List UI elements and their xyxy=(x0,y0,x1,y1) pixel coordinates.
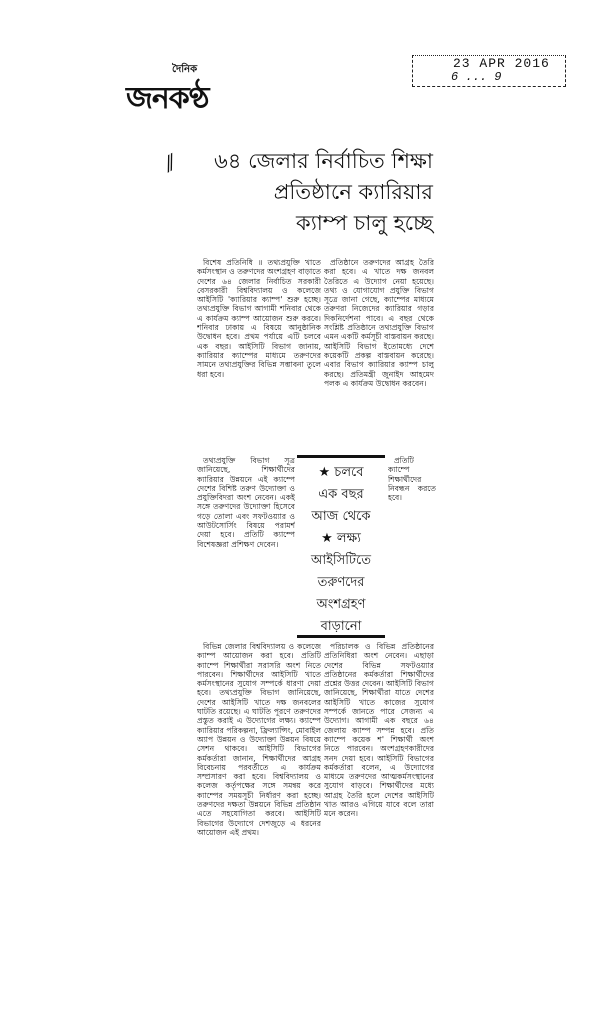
highlight-line: ★ লক্ষ্য xyxy=(321,531,361,546)
date-stamp xyxy=(412,55,566,87)
article-paragraph: প্রতিষ্ঠানে তরুণদের আগ্রহ তৈরি করা হবে। এ খাতে দক্ষ জনবল তৈরিতে এ উদ্যোগ নেয়া হয়েছে। তথ্য ও যোগাযোগ প্রযুক্তি বিভাগ সূত্রে জানা গেছে, ক্যাম্পের মাধ্যমে তরুণরা নিজেদের ক্যারিয়ার গড়ার দিকনির্দেশনা পাবে। এ বছর থেকে সংশ্লিষ্ট প্রতিষ্ঠানে তথ্যপ্রযুক্তি বিভাগ এমন একটি কর্মসূচী বাস্তবায়ন করছে। আইসিটি বিভাগ ইতোমধ্যে দেশে কয়েকটি প্রকল্প বাস্তবায়ন করেছে। এবার বিভাগ ক্যারিয়ার ক্যাম্প চালু করছে। প্রতিমন্ত্রী জুনাইদ আহমেদ পলক এ কার্যক্রম উদ্বোধন করবেন। xyxy=(324,258,434,388)
article-paragraph: বিভিন্ন জেলার বিশ্ববিদ্যালয় ও কলেজে ক্যাম্প আয়োজন করা হবে। প্রতিটি ক্যাম্পে শিক্ষার্থীরা সরাসরি অংশ নিতে পারবেন। শিক্ষার্থীদের আইসিটি খাতে কর্মসংস্থানের সুযোগ সম্পর্কে ধারণা দেয়া হবে। তথ্যপ্রযুক্তি বিভাগ জানিয়েছে, দেশের আইসিটি খাতে দক্ষ জনবলের ঘাটতি রয়েছে। এ ঘাটতি পূরণে তরুণদের প্রস্তুত করাই এ উদ্যোগের লক্ষ্য। ক্যাম্পে ক্যারিয়ার পরিকল্পনা, ফ্রিল্যান্সিং, মোবাইল অ্যাপ উন্নয়ন ও উদ্যোক্তা উন্নয়ন বিষয়ে সেশন থাকবে। আইসিটি বিভাগের কর্মকর্তারা জানান, শিক্ষার্থীদের আগ্রহ বিবেচনায় পরবর্তীতে এ কার্যক্রম সম্প্রসারণ করা হবে। বিশ্ববিদ্যালয় ও কলেজ কর্তৃপক্ষের সঙ্গে সমন্বয় করে ক্যাম্পের সময়সূচী নির্ধারণ করা হচ্ছে। তরুণদের দক্ষতা উন্নয়নে বিভিন্ন প্রতিষ্ঠান এতে সহযোগিতা করবে। আইসিটি বিভাগের উদ্যোগে দেশজুড়ে এ ধরনের আয়োজন এই প্রথম। xyxy=(197,642,321,837)
highlight-line: ★ চলবে xyxy=(318,465,364,480)
highlight-line: অংশগ্রহণ xyxy=(316,597,366,612)
article-paragraph: পরিচালক ও বিভিন্ন প্রতিষ্ঠানের প্রতিনিধিরা অংশ নেবেন। এছাড়া দেশের বিভিন্ন সফটওয়্যার প্রতিষ্ঠানের কর্মকর্তারা শিক্ষার্থীদের প্রশ্নের উত্তর দেবেন। আইসিটি বিভাগ জানিয়েছে, শিক্ষার্থীরা যাতে দেশের আইসিটি খাতে কাজের সুযোগ সম্পর্কে জানতে পারে সেজন্য এ উদ্যোগ। আগামী এক বছরে ৬৪ জেলায় ক্যাম্প সম্পন্ন হবে। প্রতি ক্যাম্পে কয়েক শ' শিক্ষার্থী অংশ নিতে পারবেন। অংশগ্রহণকারীদের সনদ দেয়া হবে। আইসিটি বিভাগের কর্মকর্তারা বলেন, এ উদ্যোগের মাধ্যমে তরুণদের আত্মকর্মসংস্থানের সুযোগ বাড়বে। শিক্ষার্থীদের মধ্যে আগ্রহ তৈরি হলে দেশের আইসিটি খাত আরও এগিয়ে যাবে বলে তারা মনে করেন। xyxy=(324,642,434,819)
headline-line: ৬৪ জেলার নির্বাচিত শিক্ষা xyxy=(214,149,433,173)
masthead-tagline: দৈনিক xyxy=(172,64,198,75)
article-paragraph: তথ্যপ্রযুক্তি বিভাগ সূত্র জানিয়েছে, শিক্ষার্থীদের ক্যারিয়ার উন্নয়নে এই ক্যাম্পে দেশের বিশিষ্ট তরুণ উদ্যোক্তা ও প্রযুক্তিবিদরা অংশ নেবেন। একই সঙ্গে তরুণদের উদ্যোক্তা হিসেবে গড়ে তোলা এবং সফটওয়্যার ও আউটসোর্সিং বিষয়ে পরামর্শ দেয়া হবে। প্রতিটি ক্যাম্পে বিশেষজ্ঞরা প্রশিক্ষণ দেবেন। xyxy=(197,456,295,549)
highlight-line: তরুণদের xyxy=(317,575,365,590)
headline xyxy=(161,146,433,239)
article-column-left-bottom xyxy=(197,642,321,960)
highlight-line: আজ থেকে xyxy=(311,509,371,524)
stamp-code: 6 ... 9 xyxy=(451,70,502,84)
stamp-date: 23 APR 2016 xyxy=(453,56,550,71)
article-column-right xyxy=(324,258,434,455)
article-column-left xyxy=(197,258,321,456)
newspaper-name: জনকণ্ঠ xyxy=(126,81,209,116)
pen-mark-icon: ⁄⁄ xyxy=(161,151,179,176)
highlight-line: আইসিটিতে xyxy=(310,553,371,568)
article-column-left-mid xyxy=(197,456,295,642)
headline-line: ক্যাম্প চালু হচ্ছে xyxy=(296,211,433,235)
article-column-right-bottom xyxy=(324,642,434,955)
article-paragraph: প্রতিটি ক্যাম্পে শিক্ষার্থীদের নিবন্ধন করতে হবে। xyxy=(388,456,436,503)
headline-line: প্রতিষ্ঠানে ক্যারিয়ার xyxy=(273,180,433,204)
highlight-line: এক বছর xyxy=(318,487,364,502)
article-column-right-mid xyxy=(388,456,436,642)
article-paragraph: বিশেষ প্রতিনিধি ॥ তথ্যপ্রযুক্তি খাতে কর্মসংস্থান ও তরুণদের অংশগ্রহণ বাড়াতে দেশের ৬৪ জেলার নির্বাচিত সরকারী বেসরকারী বিশ্ববিদ্যালয় ও কলেজে আইসিটি 'ক্যারিয়ার ক্যাম্প' শুরু হচ্ছে। তথ্যপ্রযুক্তি বিভাগ আগামী শনিবার থেকে এ কার্যক্রম ক্যাম্প আয়োজন শুরু করবে। শনিবার ঢাকায় এ বিষয়ে আনুষ্ঠানিক উদ্বোধন হবে। প্রথম পর্যায়ে এটি চলবে এক বছর। আইসিটি বিভাগ জানায়, ক্যারিয়ার ক্যাম্পের মাধ্যমে তরুণদের সামনে তথ্যপ্রযুক্তির বিভিন্ন সম্ভাবনা তুলে ধরা হবে। xyxy=(197,258,321,379)
highlight-box xyxy=(297,455,385,638)
highlight-line: বাড়ানো xyxy=(320,619,362,634)
